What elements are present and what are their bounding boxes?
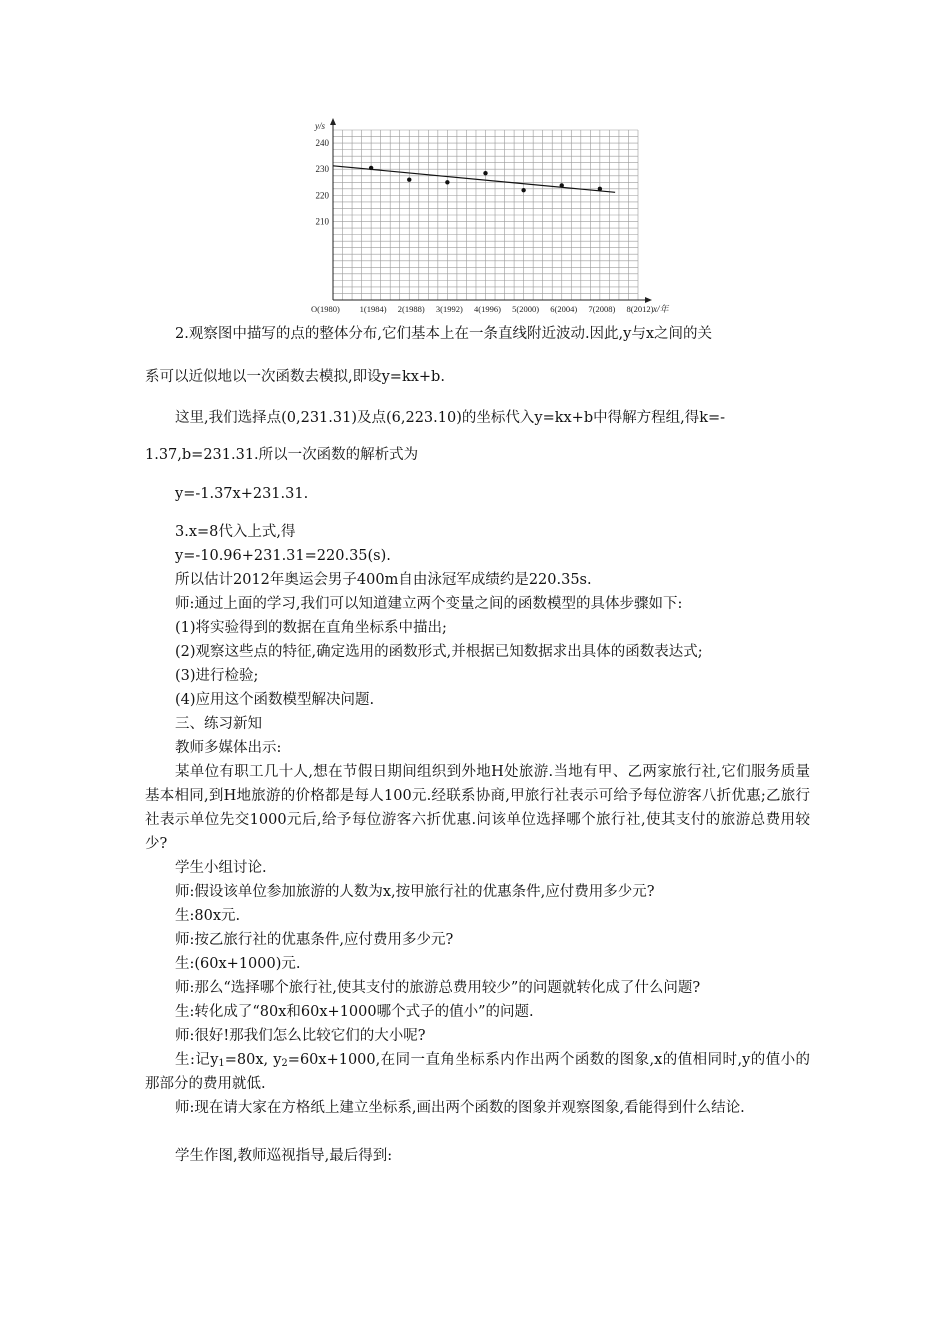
dialog-line-4: 生:(60x+1000)元. — [175, 956, 301, 972]
x-tick-label: 1(1984) — [359, 304, 387, 314]
paragraph-solve-a: 这里,我们选择点(0,231.31)及点(6,223.10)的坐标代入y=kx+b中得解方程组,得k=- — [175, 410, 726, 426]
x-tick-label: 2(1988) — [397, 304, 425, 314]
subscript-2: 2 — [281, 1058, 288, 1069]
dialog-8-mid: =80x, y — [224, 1052, 282, 1068]
x-tick-label: 7(2008) — [588, 304, 616, 314]
fit-line — [333, 166, 615, 193]
y-axis-arrow — [330, 118, 336, 125]
x-tick-label: 8(2012) — [626, 304, 654, 314]
paragraph-substitute: 3.x=8代入上式,得 — [175, 524, 296, 540]
data-point — [598, 187, 602, 191]
paragraph-multimedia: 教师多媒体出示: — [175, 740, 282, 756]
x-axis-label: x/年 — [653, 304, 669, 314]
dialog-line-9: 师:现在请大家在方格纸上建立坐标系,画出两个函数的图象并观察图象,看能得到什么结论. — [175, 1100, 745, 1116]
y-axis-label: y/s — [315, 121, 325, 131]
data-point — [521, 188, 525, 192]
paragraph-solve-b: 1.37,b=231.31.所以一次函数的解析式为 — [145, 447, 419, 463]
y-tick-label: 220 — [315, 190, 329, 201]
chart-labels — [311, 121, 669, 314]
step-1: (1)将实验得到的数据在直角坐标系中描出; — [175, 620, 447, 636]
data-point — [560, 183, 564, 187]
paragraph-observe-a: 2.观察图中描写的点的整体分布,它们基本上在一条直线附近波动.因此,y与x之间的关 — [175, 326, 713, 342]
dialog-8-pre: 生:记y — [175, 1052, 219, 1068]
paragraph-observe-b: 系可以近似地以一次函数去模拟,即设y=kx+b. — [145, 369, 445, 385]
dialog-line-5: 师:那么“选择哪个旅行社,使其支付的旅游总费用较少”的问题就转化成了什么问题? — [175, 980, 701, 996]
y-tick-label: 210 — [315, 216, 329, 227]
chart-axes — [330, 118, 652, 303]
section-heading: 三、练习新知 — [175, 716, 262, 732]
paragraph-estimate: 所以估计2012年奥运会男子400m自由泳冠军成绩约是220.35s. — [175, 572, 592, 588]
dialog-8-post: =60x+1000,在同一直角坐标系内作出两个函数的图象,x的值相同时,y的值小的那部分的费用就低. — [145, 1052, 811, 1092]
formula-linear: y=-1.37x+231.31. — [175, 486, 309, 502]
dialog-line-2: 生:80x元. — [175, 908, 241, 924]
x-tick-label: 6(2004) — [550, 304, 578, 314]
dialog-line-8 — [145, 1048, 810, 1096]
scatter-chart — [300, 118, 680, 318]
chart-grid — [333, 130, 638, 300]
data-point — [483, 171, 487, 175]
y-tick-label: 230 — [315, 164, 329, 175]
chart-svg — [300, 118, 680, 318]
paragraph-group: 学生小组讨论. — [175, 860, 267, 876]
subscript-1: 1 — [218, 1058, 225, 1069]
x-tick-label: 5(2000) — [512, 304, 540, 314]
paragraph-teacher-steps: 师:通过上面的学习,我们可以知道建立两个变量之间的函数模型的具体步骤如下: — [175, 596, 683, 612]
y-tick-label: 240 — [315, 138, 329, 149]
dialog-line-1: 师:假设该单位参加旅游的人数为x,按甲旅行社的优惠条件,应付费用多少元? — [175, 884, 655, 900]
step-3: (3)进行检验; — [175, 668, 259, 684]
dialog-line-6: 生:转化成了“80x和60x+1000哪个式子的值小”的问题. — [175, 1004, 534, 1020]
x-tick-label: 4(1996) — [474, 304, 501, 314]
origin-label: O(1980) — [311, 304, 340, 314]
step-4: (4)应用这个函数模型解决问题. — [175, 692, 375, 708]
formula-result: y=-10.96+231.31=220.35(s). — [175, 548, 391, 564]
dialog-line-10: 学生作图,教师巡视指导,最后得到: — [175, 1148, 393, 1164]
step-2: (2)观察这些点的特征,确定选用的函数形式,并根据已知数据求出具体的函数表达式; — [175, 644, 703, 660]
dialog-line-3: 师:按乙旅行社的优惠条件,应付费用多少元? — [175, 932, 454, 948]
dialog-line-7: 师:很好!那我们怎么比较它们的大小呢? — [175, 1028, 426, 1044]
x-tick-label: 3(1992) — [435, 304, 463, 314]
data-point — [445, 180, 449, 184]
x-axis-arrow — [645, 297, 652, 303]
chart-marks — [333, 166, 615, 193]
data-point — [369, 166, 373, 170]
data-point — [407, 177, 411, 181]
paragraph-problem: 某单位有职工几十人,想在节假日期间组织到外地H处旅游.当地有甲、乙两家旅行社,它们服务质量基本相同,到H地旅游的价格都是每人100元.经联系协商,甲旅行社表示可给予每位游客八折优惠;乙旅行社表示单位先交1000元后,给予每位游客六折优惠.问该单位选择哪个旅行社,使其支付的旅游总费用较少? — [145, 764, 810, 852]
